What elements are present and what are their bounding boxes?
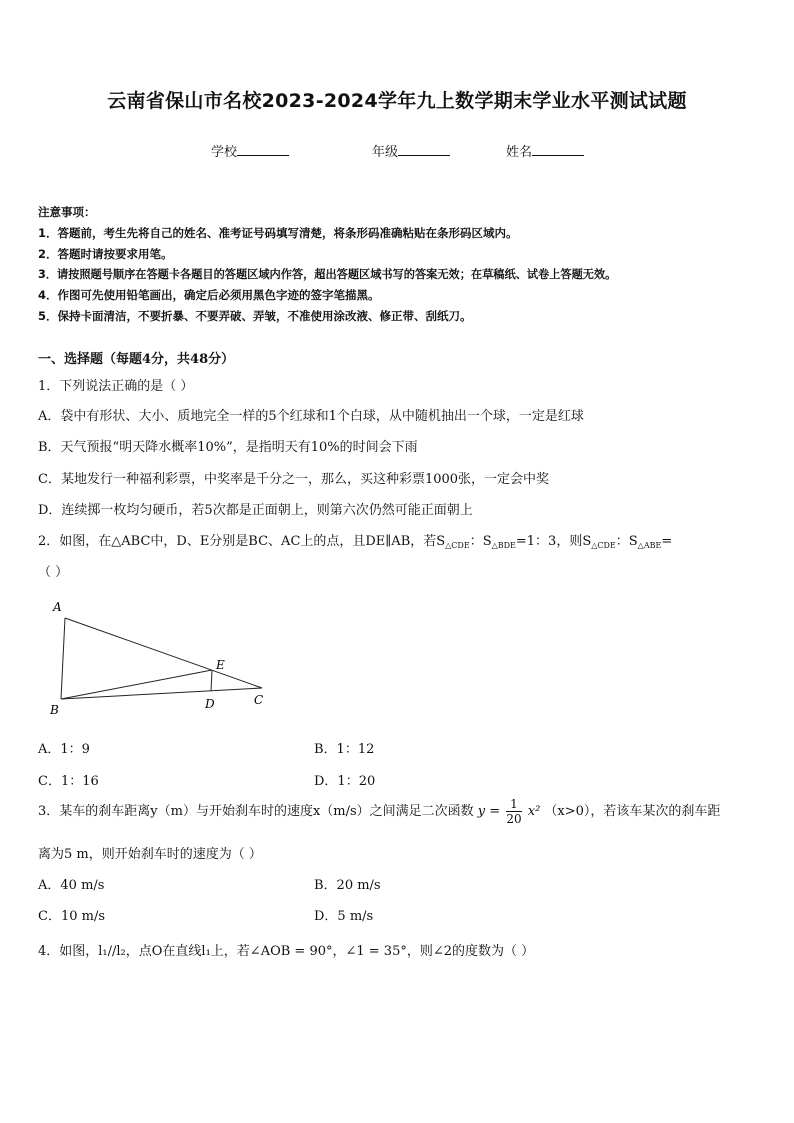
q2-stem: 2．如图，在△ABC中，D、E分别是BC、AC上的点，且DE∥AB，若$S_{\triangle CDE}$：$S_{\triangle BDE}=1$：3，则$S_{\triangle CDE}$：$S_{\triangle ABE}=$ xyxy=(38,534,673,550)
q3-option-d: D．5 m/s xyxy=(314,909,374,924)
name-field xyxy=(506,141,584,160)
label-e: E xyxy=(216,658,225,672)
notes-heading: 注意事项： xyxy=(38,205,96,219)
note-item: 4．作图可先使用铅笔画出，确定后必须用黑色字迹的签字笔描黑。 xyxy=(38,288,380,302)
segment-ac xyxy=(65,618,262,688)
label-a: A xyxy=(53,600,62,614)
q1-option-d: D．连续掷一枚均匀硬币，若5次都是正面朝上，则第六次仍然可能正面朝上 xyxy=(38,503,473,518)
q1-stem: 1．下列说法正确的是（ ） xyxy=(38,379,194,394)
name-label: 姓名 xyxy=(506,145,533,160)
q3-option-a: A．40 m/s xyxy=(38,878,105,893)
q1-option-c: C．某地发行一种福利彩票，中奖率是千分之一，那么，买这种彩票1000张，一定会中奖 xyxy=(38,472,550,487)
note-item: 5．保持卡面清洁，不要折暴、不要弄破、弄皱，不准使用涂改液、修正带、刮纸刀。 xyxy=(38,309,472,323)
page-title: 云南省保山市名校2023-2024学年九上数学期末学业水平测试试题 xyxy=(107,90,687,112)
label-b: B xyxy=(50,703,59,717)
q3-option-c: C．10 m/s xyxy=(38,909,105,924)
q4-stem: 4．如图，l₁//l₂，点O在直线l₁上，若∠AOB = 90°，∠1 = 35°，则∠2的度数为（ ） xyxy=(38,944,535,959)
grade-field xyxy=(372,141,450,160)
segment-ab xyxy=(61,618,65,699)
school-blank xyxy=(237,142,289,156)
q2-option-c: C．1：16 xyxy=(38,774,99,789)
q3-fraction: $\frac{1}{20}$ xyxy=(506,797,522,826)
section-heading: 一、选择题（每题4分，共48分） xyxy=(38,352,235,367)
q2-paren: （ ） xyxy=(38,565,69,580)
note-item: 3．请按照题号顺序在答题卡各题目的答题区域内作答，超出答题区域书写的答案无效；在草稿纸、试卷上答题无效。 xyxy=(38,268,617,281)
label-c: C xyxy=(254,693,264,707)
note-item: 1．答题前，考生先将自己的姓名、准考证号码填写清楚，将条形码准确粘贴在条形码区域内。 xyxy=(38,226,518,240)
triangle-figure xyxy=(40,596,280,718)
q3-option-b: B．20 m/s xyxy=(314,878,381,893)
q2-option-a: A．1：9 xyxy=(38,742,90,757)
q2-option-b: B．1：12 xyxy=(314,742,375,757)
segment-de xyxy=(211,670,212,691)
q3-stem: 3．某车的刹车距离y（m）与开始刹车时的速度x（m/s）之间满足二次函数 y = $\frac{1}{20}$ x² （x>0），若该车某次的刹车距 xyxy=(38,797,721,826)
q2-option-d: D．1：20 xyxy=(314,774,376,789)
q1-option-b: B．天气预报“明天降水概率10%”，是指明天有10%的时间会下雨 xyxy=(38,440,418,455)
q1-option-a: A．袋中有形状、大小、质地完全一样的5个红球和1个白球，从中随机抽出一个球，一定是红球 xyxy=(38,409,584,424)
school-field xyxy=(211,141,289,160)
school-label: 学校 xyxy=(211,145,238,160)
q3-stem-line2: 离为5 m，则开始刹车时的速度为（ ） xyxy=(38,847,262,862)
name-blank xyxy=(532,142,584,156)
grade-label: 年级 xyxy=(372,145,399,160)
note-item: 2．答题时请按要求用笔。 xyxy=(38,247,173,261)
grade-blank xyxy=(398,142,450,156)
label-d: D xyxy=(205,697,215,711)
